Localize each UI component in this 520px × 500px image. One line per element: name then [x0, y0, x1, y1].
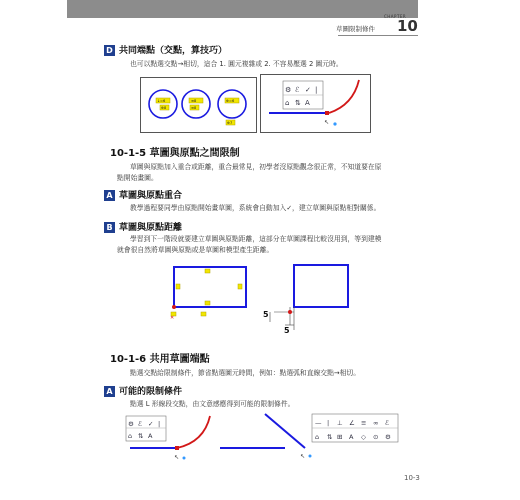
svg-text:⌂: ⌂: [128, 432, 133, 440]
c2-label-b: ≡8: [191, 106, 197, 110]
svg-text:A: A: [349, 433, 354, 441]
figure-shared-endpoints: [120, 412, 410, 464]
svg-text:⊞: ⊞: [337, 433, 343, 441]
chapter-label: CHAPTER: [384, 14, 407, 19]
cursor-icon: ↖: [324, 119, 330, 126]
svg-text:A: A: [148, 432, 153, 440]
section-1015-b-text-2: 就會很自然將草圖與原點或是草圖和模型產生距離。: [117, 246, 274, 254]
equal-icon: ⇅: [295, 99, 301, 107]
section-1015-b-title: 草圖與原點距離: [119, 223, 183, 233]
c2-label-a: ≡8: [191, 99, 197, 103]
arc-line-drawing: [261, 75, 370, 132]
svg-text:◇: ◇: [361, 433, 366, 441]
rectangle-distance: [294, 265, 348, 307]
vertical-icon: |: [315, 86, 318, 94]
figure-arc-line-tangent: [260, 74, 371, 133]
svg-text:⊙: ⊙: [373, 433, 379, 441]
c3-label-b: ⊕7: [227, 121, 233, 125]
svg-text:ℰ: ℰ: [138, 420, 142, 428]
svg-text:—: —: [315, 419, 322, 427]
section-1015-a-title: 草圖與原點重合: [119, 191, 183, 201]
svg-text:≡: ≡: [361, 419, 367, 427]
lock-icon: ⌂: [285, 99, 290, 107]
chapter-number: 10: [397, 17, 418, 35]
svg-text:✕: ✕: [170, 315, 175, 321]
dimension-icon: A: [305, 99, 310, 107]
header-bar: [67, 0, 418, 18]
section-1015-heading: 10-1-5 草圖與原點之間限制: [110, 148, 240, 159]
section-1015-a-text: 教學過程要同學由原點開始畫草圖，系統會自動加入✓，建立草圖與原點相對關係。: [130, 204, 381, 212]
section-1016-text: 點選交點給限制條件，節省點選圖元時間，例如：點選弧和直線交點→相切。: [130, 369, 360, 377]
coincident-icon: ✓: [305, 86, 311, 94]
section-1016-a-title: 可能的限制條件: [119, 387, 183, 397]
badge-a: A: [104, 190, 115, 201]
svg-text:⚙: ⚙: [128, 420, 134, 428]
svg-text:|: |: [158, 420, 161, 428]
section-1016-heading: 10-1-6 共用草圖端點: [110, 354, 210, 365]
svg-text:|: |: [327, 419, 330, 427]
section-1015-b-text-1: 學習到下一階段就要建立草圖與原點距離，這部分在草圖課程比較沒用到，等到建模: [130, 235, 382, 243]
three-circles-drawing: [141, 78, 256, 132]
page-number: 10-3: [404, 474, 420, 482]
svg-text:↖: ↖: [300, 453, 306, 460]
section-d-heading: [104, 43, 227, 56]
origin-marker: [172, 305, 176, 309]
section-1015-text-1: 草圖與原點加入重合或距離，重合最常見，初學者沒原點觀念很正常，不知道要在原: [130, 163, 382, 171]
badge-b: B: [104, 222, 115, 233]
header-rule: [338, 35, 418, 36]
section-d-title: 共同端點（交點，算技巧）: [119, 46, 228, 56]
section-1016-a-heading: [104, 384, 182, 397]
figure-three-circles: [140, 77, 257, 133]
dim-horizontal: 5: [284, 326, 290, 335]
section-1016-a-text: 點選 L 形線段交點，由文意感應得到可能的限制條件。: [130, 400, 295, 408]
svg-text:ℰ: ℰ: [385, 419, 389, 427]
svg-text:⇅: ⇅: [327, 433, 333, 441]
chapter-title: 草圖限制條件: [336, 25, 375, 33]
badge-d: D: [104, 45, 115, 56]
section-1015-text-2: 點開始畫圖。: [117, 174, 158, 182]
svg-text:⊥: ⊥: [337, 419, 343, 427]
svg-text:✓: ✓: [148, 420, 154, 428]
c3-label-a: ⊕=6: [226, 99, 235, 103]
dim-vertical: 5: [263, 310, 269, 319]
svg-text:⇅: ⇅: [138, 432, 144, 440]
svg-text:↖: ↖: [174, 454, 180, 461]
c1-label-b: ⊕8: [161, 106, 167, 110]
section-1015-b-heading: [104, 220, 182, 233]
svg-text:⌂: ⌂: [315, 433, 320, 441]
fix-icon: ⚙: [285, 86, 292, 94]
svg-text:∞: ∞: [373, 419, 379, 427]
section-1015-a-heading: [104, 188, 182, 201]
figure-rectangles: [165, 258, 365, 336]
tangent-icon: ℰ: [295, 86, 300, 94]
badge-a-2: A: [104, 386, 115, 397]
c1-label-a: ↓=6: [157, 99, 166, 103]
svg-text:⚙: ⚙: [385, 433, 391, 441]
section-d-text: 也可以點選交點→相切，這合 1. 圓元複雜或 2. 不容易壓選 2 圖元時。: [130, 60, 343, 68]
svg-text:∠: ∠: [349, 419, 355, 427]
